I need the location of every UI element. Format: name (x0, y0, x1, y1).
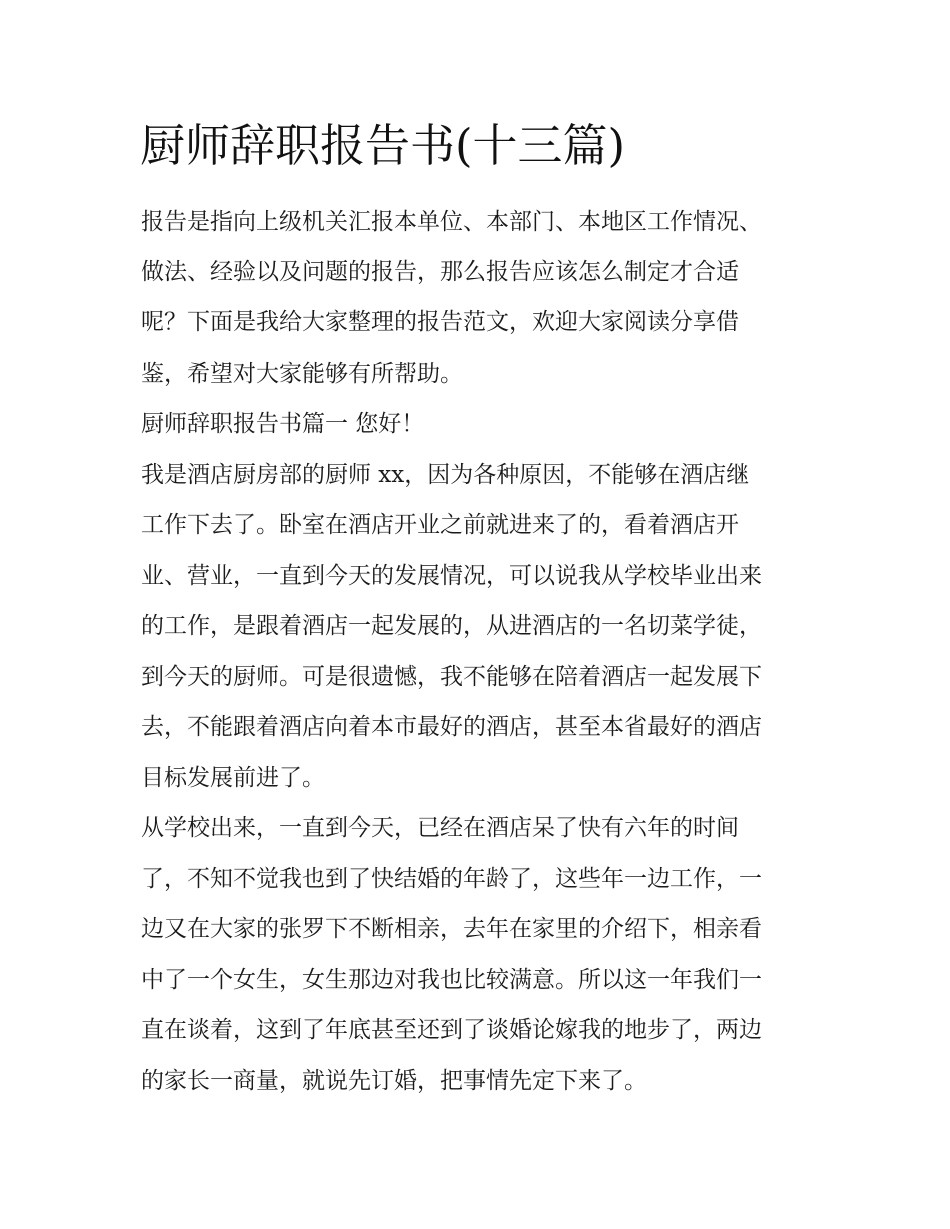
text-line: 鉴，希望对大家能够有所帮助。 (141, 361, 463, 387)
document-title: 厨师辞职报告书(十三篇) (140, 119, 626, 172)
text-line: 直在谈着，这到了年底甚至还到了谈婚论嫁我的地步了，两边 (141, 1017, 762, 1043)
text-line: 做法、经验以及问题的报告，那么报告应该怎么制定才合适 (141, 259, 739, 285)
text-line: 工作下去了。卧室在酒店开业之前就进来了的，看着酒店开 (141, 512, 739, 538)
text-line: 的工作，是跟着酒店一起发展的，从进酒店的一名切菜学徒， (141, 613, 762, 639)
text-line: 报告是指向上级机关汇报本单位、本部门、本地区工作情况、 (141, 209, 762, 235)
text-line: 中了一个女生，女生那边对我也比较满意。所以这一年我们一 (141, 967, 762, 993)
section-heading: 厨师辞职报告书篇一 您好！ (141, 411, 425, 437)
text-line: 到今天的厨师。可是很遗憾，我不能够在陪着酒店一起发展下 (141, 664, 762, 690)
text-line: 去，不能跟着酒店向着本市最好的酒店，甚至本省最好的酒店 (141, 714, 762, 740)
text-line: 目标发展前进了。 (141, 765, 325, 791)
text-line: 业、营业，一直到今天的发展情况，可以说我从学校毕业出来 (141, 563, 762, 589)
text-line: 的家长一商量，就说先订婚，把事情先定下来了。 (141, 1068, 647, 1094)
text-line: 了，不知不觉我也到了快结婚的年龄了，这些年一边工作，一 (141, 866, 762, 892)
text-line: 从学校出来，一直到今天，已经在酒店呆了快有六年的时间 (141, 815, 739, 841)
text-line: 呢？下面是我给大家整理的报告范文，欢迎大家阅读分享借 (141, 309, 739, 335)
text-line: 边又在大家的张罗下不断相亲，去年在家里的介绍下，相亲看 (141, 916, 762, 942)
text-line: 我是酒店厨房部的厨师 xx，因为各种原因，不能够在酒店继 (141, 462, 750, 488)
